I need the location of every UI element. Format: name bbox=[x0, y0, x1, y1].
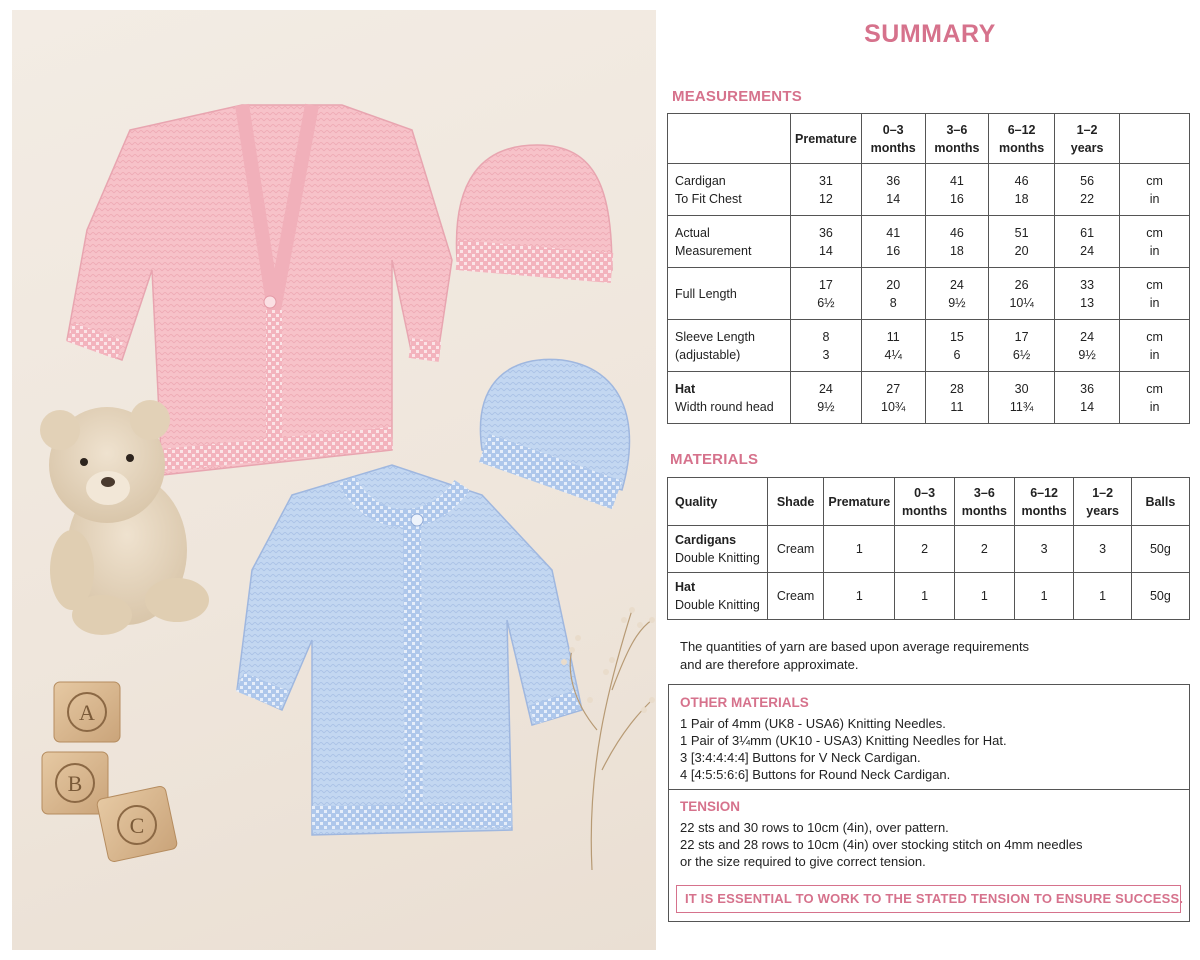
value-cell: 36 14 bbox=[1054, 372, 1119, 424]
blue-cardigan bbox=[237, 465, 582, 835]
tension-heading: TENSION bbox=[680, 799, 741, 814]
value-cell: 1 bbox=[954, 573, 1014, 620]
materials-header-row bbox=[668, 478, 1190, 526]
balls-cell: 50g bbox=[1131, 526, 1189, 573]
value-cell: 56 22 bbox=[1054, 164, 1119, 216]
row-label: Sleeve Length (adjustable) bbox=[668, 320, 791, 372]
row-label: Cardigans Double Knitting bbox=[668, 526, 768, 573]
measurements-header-row bbox=[668, 114, 1190, 164]
other-materials-tension-box bbox=[668, 684, 1190, 922]
unit-cell: cm in bbox=[1120, 268, 1190, 320]
row-label: Hat Double Knitting bbox=[668, 573, 768, 620]
value-cell: 2 bbox=[895, 526, 955, 573]
value-cell: 36 14 bbox=[791, 216, 862, 268]
value-cell: 41 16 bbox=[861, 216, 925, 268]
summary-title: SUMMARY bbox=[864, 20, 996, 48]
value-cell: 17 6½ bbox=[989, 320, 1055, 372]
value-cell: 46 18 bbox=[989, 164, 1055, 216]
table-row bbox=[668, 164, 1190, 216]
table-row bbox=[668, 268, 1190, 320]
other-material-item: 1 Pair of 4mm (UK8 - USA6) Knitting Needles. bbox=[680, 716, 946, 731]
value-cell: 33 13 bbox=[1054, 268, 1119, 320]
unit-cell: cm in bbox=[1120, 216, 1190, 268]
value-cell: 1 bbox=[1074, 573, 1131, 620]
col-quality: Quality bbox=[668, 478, 768, 526]
measurements-heading: MEASUREMENTS bbox=[672, 88, 802, 105]
block-letter-a: A bbox=[79, 700, 95, 725]
col-balls: Balls bbox=[1131, 478, 1189, 526]
dried-flowers bbox=[561, 607, 655, 870]
tension-line: 22 sts and 28 rows to 10cm (4in) over stocking stitch on 4mm needles bbox=[680, 837, 1083, 852]
col-1-2-years: 1–2 years bbox=[1054, 114, 1119, 164]
value-cell: 1 bbox=[824, 573, 895, 620]
table-row bbox=[668, 320, 1190, 372]
col-premature: Premature bbox=[791, 114, 862, 164]
other-material-item: 1 Pair of 3¼mm (UK10 - USA3) Knitting Needles for Hat. bbox=[680, 733, 1007, 748]
value-cell: 8 3 bbox=[791, 320, 862, 372]
product-photo bbox=[12, 10, 656, 950]
value-cell: 1 bbox=[1014, 573, 1074, 620]
wooden-blocks bbox=[42, 682, 178, 863]
value-cell: 24 9½ bbox=[791, 372, 862, 424]
value-cell: 24 9½ bbox=[1054, 320, 1119, 372]
row-label: Cardigan To Fit Chest bbox=[668, 164, 791, 216]
table-row bbox=[668, 216, 1190, 268]
value-cell: 27 10¾ bbox=[861, 372, 925, 424]
yarn-note bbox=[680, 638, 1029, 674]
other-material-item: 3 [3:4:4:4:4] Buttons for V Neck Cardigan. bbox=[680, 750, 921, 765]
yarn-note-line: The quantities of yarn are based upon average requirements bbox=[680, 639, 1030, 654]
shade-cell: Cream bbox=[767, 526, 824, 573]
shade-cell: Cream bbox=[767, 573, 824, 620]
value-cell: 41 16 bbox=[925, 164, 989, 216]
value-cell: 46 18 bbox=[925, 216, 989, 268]
block-letter-c: C bbox=[129, 813, 145, 838]
value-cell: 36 14 bbox=[861, 164, 925, 216]
row-label: Full Length bbox=[668, 268, 791, 320]
unit-cell: cm in bbox=[1120, 372, 1190, 424]
balls-cell: 50g bbox=[1131, 573, 1189, 620]
table-row bbox=[668, 526, 1190, 573]
col-3-6-months: 3–6 months bbox=[925, 114, 989, 164]
materials-table bbox=[667, 477, 1190, 620]
value-cell: 17 6½ bbox=[791, 268, 862, 320]
block-letter-b: B bbox=[67, 771, 83, 796]
photo-illustration bbox=[12, 10, 656, 950]
value-cell: 51 20 bbox=[989, 216, 1055, 268]
row-label: Actual Measurement bbox=[668, 216, 791, 268]
other-material-item: 4 [4:5:5:6:6] Buttons for Round Neck Cardigan. bbox=[680, 767, 951, 782]
value-cell: 31 12 bbox=[791, 164, 862, 216]
value-cell: 15 6 bbox=[925, 320, 989, 372]
tension-warning: IT IS ESSENTIAL TO WORK TO THE STATED TENSION TO ENSURE SUCCESS. bbox=[676, 885, 1181, 913]
row-label: Hat Width round head bbox=[668, 372, 791, 424]
value-cell: 2 bbox=[954, 526, 1014, 573]
col-6-12-months: 6–12 months bbox=[989, 114, 1055, 164]
value-cell: 61 24 bbox=[1054, 216, 1119, 268]
col-3-6-months: 3–6 months bbox=[954, 478, 1014, 526]
unit-cell: cm in bbox=[1120, 164, 1190, 216]
value-cell: 24 9½ bbox=[925, 268, 989, 320]
tension-line: or the size required to give correct tension. bbox=[680, 854, 926, 869]
measurements-table bbox=[667, 113, 1190, 424]
yarn-note-line: and are therefore approximate. bbox=[680, 657, 859, 672]
materials-heading: MATERIALS bbox=[670, 451, 759, 468]
tension-line: 22 sts and 30 rows to 10cm (4in), over pattern. bbox=[680, 820, 949, 835]
col-shade: Shade bbox=[767, 478, 824, 526]
other-materials-heading: OTHER MATERIALS bbox=[680, 695, 809, 710]
box-divider bbox=[669, 789, 1189, 790]
value-cell: 1 bbox=[824, 526, 895, 573]
table-row bbox=[668, 372, 1190, 424]
value-cell: 3 bbox=[1014, 526, 1074, 573]
value-cell: 26 10¼ bbox=[989, 268, 1055, 320]
value-cell: 28 11 bbox=[925, 372, 989, 424]
table-row bbox=[668, 573, 1190, 620]
value-cell: 3 bbox=[1074, 526, 1131, 573]
col-0-3-months: 0–3 months bbox=[895, 478, 955, 526]
value-cell: 20 8 bbox=[861, 268, 925, 320]
unit-cell: cm in bbox=[1120, 320, 1190, 372]
blue-hat bbox=[480, 359, 629, 495]
col-0-3-months: 0–3 months bbox=[861, 114, 925, 164]
pink-hat bbox=[456, 145, 612, 270]
col-premature: Premature bbox=[824, 478, 895, 526]
col-1-2-years: 1–2 years bbox=[1074, 478, 1131, 526]
value-cell: 1 bbox=[895, 573, 955, 620]
col-6-12-months: 6–12 months bbox=[1014, 478, 1074, 526]
value-cell: 30 11¾ bbox=[989, 372, 1055, 424]
value-cell: 11 4¼ bbox=[861, 320, 925, 372]
